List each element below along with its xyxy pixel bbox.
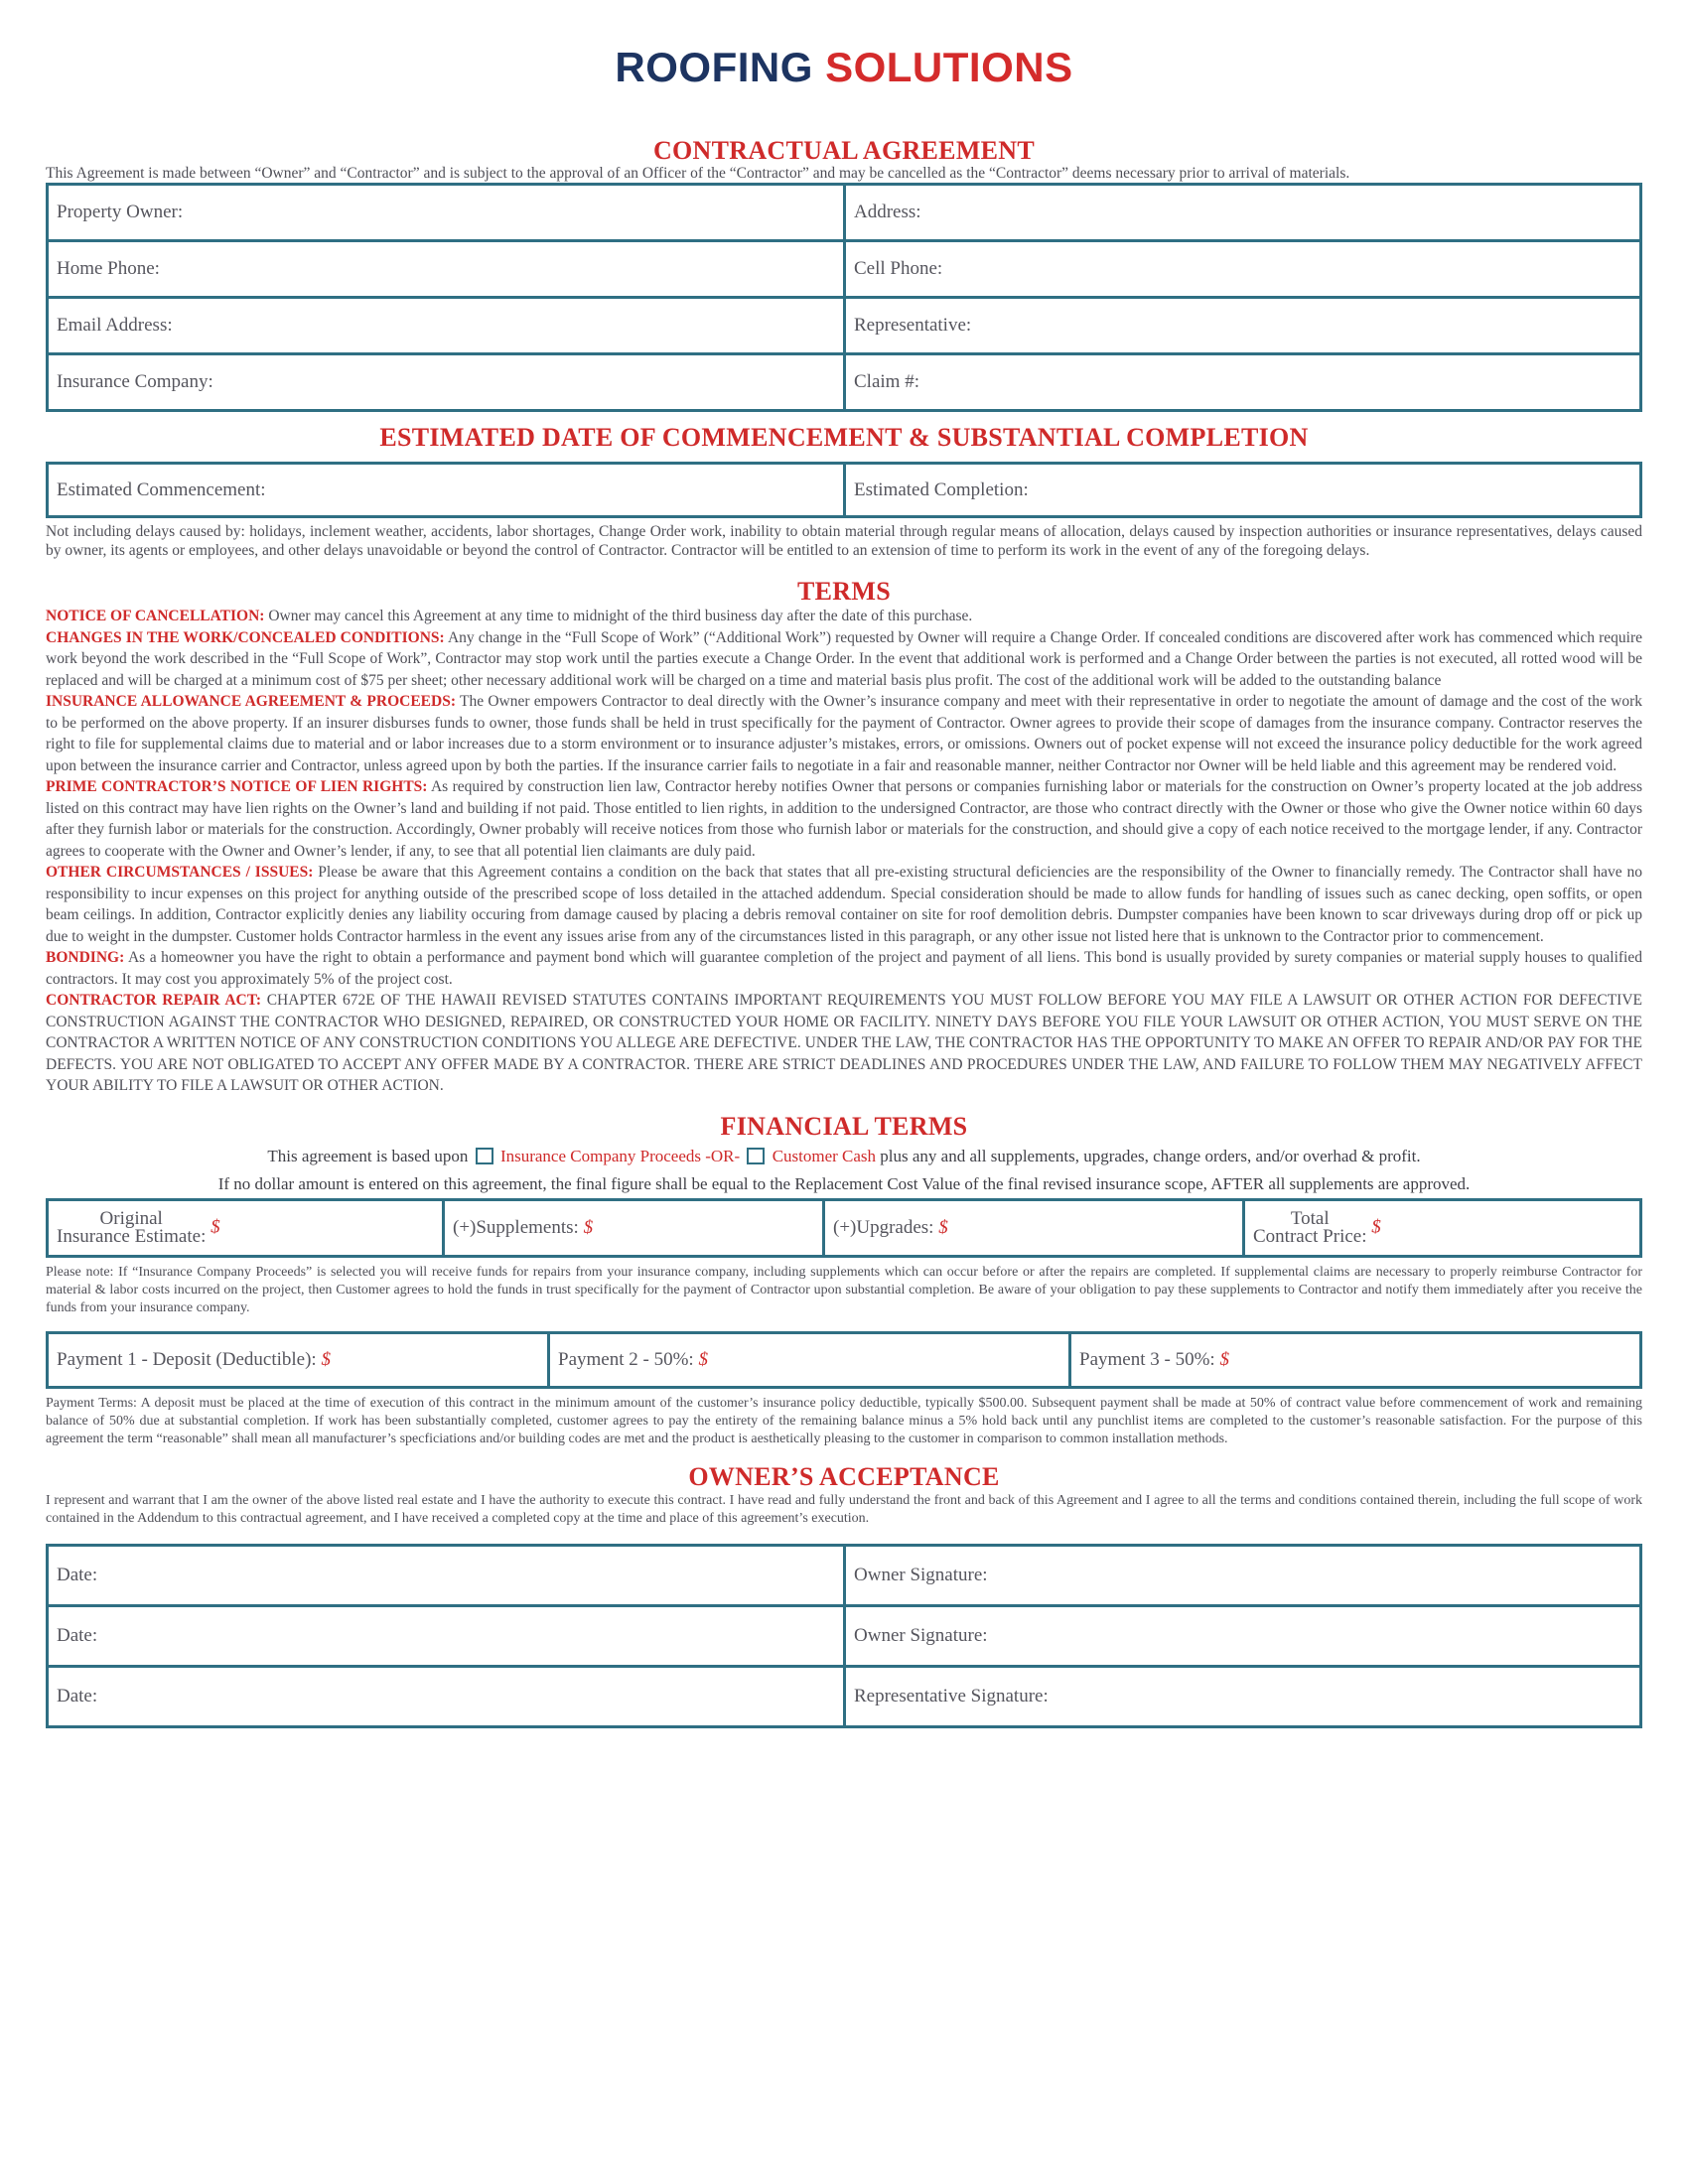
term-repair-act: [46, 990, 1642, 1097]
signature-table: [46, 1544, 1642, 1728]
estimated-commencement-field[interactable]: [48, 464, 845, 517]
email-label: Email Address:: [57, 315, 173, 336]
term-repair-act-label: CONTRACTOR REPAIR ACT:: [46, 992, 262, 1009]
owner-signature-field[interactable]: [845, 1605, 1641, 1666]
upgrades-field[interactable]: [824, 1199, 1244, 1256]
please-note: Please note: If “Insurance Company Proceeds” is selected you will receive funds for repairs from your insurance company, including supplements which can occur before or after the repairs are completed. If supplemental claims are necessary to properly reimburse Contractor for material & labor costs incurred on the project, then Customer agrees to hold the funds in trust specifically for the payment of Contractor upon substantial completion. Be aware of your obligation to pay these supplements to Contractor and notify them immediately after you receive the funds from your insurance company.: [46, 1264, 1642, 1315]
owner-signature-label: Owner Signature:: [854, 1624, 988, 1646]
contract-intro: This Agreement is made between “Owner” and “Contractor” and is subject to the approval of an Officer of the “Contractor” and may be cancelled as the “Contractor” deems necessary prior to arrival of materials.: [46, 165, 1350, 182]
payment-1-field[interactable]: [48, 1332, 549, 1387]
company-logo: [46, 44, 1642, 97]
claim-number-field[interactable]: [845, 354, 1641, 411]
total-label-line1: Total: [1290, 1207, 1330, 1229]
supplements-field[interactable]: [444, 1199, 824, 1256]
based-upon-tail: plus any and all supplements, upgrades, change orders, and/or overhad & profit.: [880, 1146, 1421, 1165]
term-lien-rights-label: PRIME CONTRACTOR’S NOTICE OF LIEN RIGHTS:: [46, 778, 428, 795]
payment-2-label: Payment 2 - 50%:: [558, 1348, 694, 1370]
currency-symbol: $: [938, 1216, 948, 1238]
date-label: Date:: [57, 1624, 98, 1646]
representative-signature-field[interactable]: [845, 1666, 1641, 1726]
term-lien-rights-text: As required by construction lien law, Contractor hereby notifies Owner that persons or companies furnishing labor or materials for the construction on Owner’s property located at the job address listed on this contract may have lien rights on the Owner’s land and building if not paid. Those entitled to lien rights, in addition to the undersigned Contractor, are those who contract directly with the Owner or those who give the Owner notice within 60 days after they furnish labor or materials for the construction. Accordingly, Owner probably will receive notices from those who furnish labor or materials for the construction, and should give a copy of each notice received to the mortgage lender, if any. Contractor agrees to cooperate with the Owner and Owner’s lender, if any, to see that all potential lien claimants are duly paid.: [46, 778, 1642, 860]
term-insurance-text: The Owner empowers Contractor to deal directly with the Owner’s insurance company and meet with their representative in order to negotiate the amount of damage and the cost of the work to be performed on the above property. If an insurer disburses funds to owner, those funds shall be held in trust specifically for the payment of Contractor. Owner agrees to provide their scope of damages from the insurance company. Contractor reserves the right to file for supplemental claims due to material and or labor increases due to a storm environment or to insurance adjuster’s mistakes, errors, or omissions. Owners out of pocket expense will not exceed the insurance policy deductible for the work agreed upon between the insurance carrier and Contractor, unless agreed upon by both the parties. If the insurance carrier fails to negotiate in a fair and reasonable manner, neither Contractor nor Owner will be held liable and this agreement may be rendered void.: [46, 693, 1642, 774]
table-row: [48, 464, 1641, 517]
term-bonding: [46, 947, 1642, 990]
address-label: Address:: [854, 202, 921, 222]
term-lien-rights: [46, 776, 1642, 862]
term-changes-label: CHANGES IN THE WORK/CONCEALED CONDITIONS:: [46, 628, 445, 646]
date-field[interactable]: [48, 1666, 845, 1726]
payment-1-label: Payment 1 - Deposit (Deductible):: [57, 1348, 317, 1370]
supplements-label: (+)Supplements:: [453, 1216, 579, 1238]
term-bonding-text: As a homeowner you have the right to obtain a performance and payment bond which will guarantee completion of the project and payment of all liens. This bond is usually provided by surety companies or material supply houses to qualified contractors. It may cost you approximately 5% of the project cost.: [46, 949, 1642, 988]
based-upon-text: This agreement is based upon: [267, 1146, 469, 1165]
payment-terms-note: Payment Terms: A deposit must be placed at the time of execution of this contract in the minimum amount of the customer’s insurance policy deductible, typically $500.00. Subsequent payment shall be made at 50% of contract value before commencement of work and remaining balance of 50% due at substantial completion. If work has been substantially completed, customer agrees to pay the entirety of the remaining balance minus a 5% hold back until any punchlist items are completed to the customer’s reasonable satisfaction. For the purpose of this agreement the term “reasonable” shall mean all manufacturer’s specficiations and/or building codes are met and the product is aesthetically pleasing to the customer in comparison to common installation methods.: [46, 1395, 1642, 1446]
term-repair-act-text: CHAPTER 672E OF THE HAWAII REVISED STATUTES CONTAINS IMPORTANT REQUIREMENTS YOU MUST FOLLOW BEFORE YOU MAY FILE A LAWSUIT OR OTHER ACTION FOR DEFECTIVE CONSTRUCTION AGAINST THE CONTRACTOR WHO DESIGNED, REPAIRED, OR CONSTRUCTED YOUR HOME OR FACILITY. NINETY DAYS BEFORE YOU FILE YOUR LAWSUIT OR OTHER ACTION, YOU MUST SERVE ON THE CONTRACTOR A WRITTEN NOTICE OF ANY CONSTRUCTION CONDITIONS YOU ALLEGE ARE DEFECTIVE. UNDER THE LAW, THE CONTRACTOR HAS THE OPPORTUNITY TO MAKE AN OFFER TO REPAIR AND/OR PAY FOR THE DEFECTS. YOU ARE NOT OBLIGATED TO ACCEPT ANY OFFER MADE BY A CONTRACTOR. THERE ARE STRICT DEADLINES AND PROCEDURES UNDER THE LAW, AND FAILURE TO FOLLOW THEM MAY NEGATIVELY AFFECT YOUR ABILITY TO FILE A LAWSUIT OR OTHER ACTION.: [46, 992, 1642, 1094]
term-other-circumstances: [46, 862, 1642, 947]
property-owner-label: Property Owner:: [57, 202, 184, 222]
no-dollar-note: If no dollar amount is entered on this agreement, the final figure shall be equal to the Replacement Cost Value of the final revised insurance scope, AFTER all supplements are approved.: [217, 1173, 1471, 1193]
term-bonding-label: BONDING:: [46, 949, 125, 966]
insurance-proceeds-checkbox[interactable]: [476, 1148, 493, 1164]
table-row: [48, 1545, 1641, 1605]
date-field[interactable]: [48, 1605, 845, 1666]
original-label-line2: Insurance Estimate:: [57, 1225, 207, 1247]
term-cancellation-text: Owner may cancel this Agreement at any time to midnight of the third business day after the date of this purchase.: [268, 608, 973, 624]
total-contract-price-field[interactable]: [1244, 1199, 1641, 1256]
insurance-company-field[interactable]: [48, 354, 845, 411]
currency-symbol: $: [1219, 1348, 1229, 1370]
terms-section: [46, 606, 1642, 1097]
table-row: [48, 354, 1641, 411]
estimated-completion-label: Estimated Completion:: [854, 478, 1029, 500]
table-row: [48, 1605, 1641, 1666]
address-field[interactable]: [845, 185, 1641, 241]
payment-3-field[interactable]: [1070, 1332, 1641, 1387]
upgrades-label: (+)Upgrades:: [833, 1216, 934, 1238]
original-estimate-field[interactable]: [48, 1199, 444, 1256]
contract-page: [46, 40, 1642, 1728]
customer-cash-option: Customer Cash: [772, 1146, 877, 1165]
term-other-label: OTHER CIRCUMSTANCES / ISSUES:: [46, 864, 314, 881]
property-owner-field[interactable]: [48, 185, 845, 241]
estimated-commencement-label: Estimated Commencement:: [57, 478, 266, 500]
logo-word-roofing: ROOFING: [615, 44, 813, 90]
payment-table: [46, 1331, 1642, 1389]
table-row: [48, 1666, 1641, 1726]
table-row: [48, 241, 1641, 298]
customer-info-table: [46, 183, 1642, 412]
date-field[interactable]: [48, 1545, 845, 1605]
term-changes: [46, 627, 1642, 692]
funding-source-line: [46, 1143, 1642, 1170]
cell-phone-field[interactable]: [845, 241, 1641, 298]
payment-3-label: Payment 3 - 50%:: [1079, 1348, 1215, 1370]
table-row: [48, 298, 1641, 354]
representative-signature-label: Representative Signature:: [854, 1685, 1049, 1706]
date-label: Date:: [57, 1564, 98, 1585]
representative-label: Representative:: [854, 315, 972, 336]
term-changes-text: Any change in the “Full Scope of Work” (“Additional Work”) requested by Owner will require a Change Order. If concealed conditions are discovered after work has commenced which require work beyond the work described in the “Full Scope of Work”, Contractor may stop work until the parties execute a Change Order. In the event that additional work is performed and a Change Order between the parties is not executed, all rotted wood will be replaced and will be charged at a minimum cost of $75 per sheet; other necessary additional work will be charged on a time and material basis plus profit. The cost of the additional work will be added to the outstanding balance: [46, 628, 1643, 689]
currency-symbol: $: [211, 1215, 220, 1237]
currency-symbol: $: [583, 1216, 594, 1238]
terms-title: TERMS: [797, 577, 891, 606]
financial-table: [46, 1198, 1642, 1258]
representative-field[interactable]: [845, 298, 1641, 354]
estimated-completion-field[interactable]: [845, 464, 1641, 517]
logo-word-solutions: SOLUTIONS: [825, 44, 1073, 90]
cell-phone-label: Cell Phone:: [854, 258, 943, 279]
owner-signature-label: Owner Signature:: [854, 1564, 988, 1585]
date-label: Date:: [57, 1685, 98, 1706]
table-row: [48, 185, 1641, 241]
claim-number-label: Claim #:: [854, 371, 919, 392]
delays-note: Not including delays caused by: holidays, inclement weather, accidents, labor shortages, Change Order work, inability to obtain material through regular means of allocation, delays caused by inspection authorities or insurance representatives, delays caused by owner, its agents or employees, and other delays unavoidable or beyond the control of Contractor. Contractor will be entitled to an extension of time to perform its work in the event of any of the foregoing delays.: [46, 523, 1642, 559]
term-insurance-label: INSURANCE ALLOWANCE AGREEMENT & PROCEEDS:: [46, 693, 456, 710]
acceptance-text: I represent and warrant that I am the owner of the above listed real estate and I have the authority to execute this contract. I have read and fully understand the front and back of this Agreement and I agree to all the terms and conditions contained therein, including the full scope of work contained in the Addendum to this contractual agreement, and I have received a completed copy at the time and place of this agreement’s execution.: [46, 1492, 1642, 1526]
insurance-company-label: Insurance Company:: [57, 371, 213, 392]
total-label-line2: Contract Price:: [1253, 1225, 1367, 1247]
currency-symbol: $: [698, 1348, 708, 1370]
term-other-text: Please be aware that this Agreement contains a condition on the back that states that all pre-existing structural deficiencies are the responsibility of the Owner to financially remedy. The Contractor shall have no responsibility to incur expenses on this project for anything outside of the prescribed scope of loss detailed in the attached addendum. Special consideration should be made to allow funds for handling of issues such as canec decking, open soffits, or open beam ceilings. In addition, Contractor explicitly denies any liability occuring from damage caused by placing a debris removal container on site for roof demolition debris. Dumpster companies have been known to scar driveways during drop off or pick up due to weight in the dumpster. Customer holds Contractor harmless in the event any issues arise from any of the circumstances listed in this paragraph, or any other issue not listed here that is unknown to the Contractor prior to commencement.: [46, 864, 1642, 945]
acceptance-title: OWNER’S ACCEPTANCE: [688, 1461, 1000, 1491]
currency-symbol: $: [1371, 1215, 1381, 1237]
term-cancellation: [46, 606, 1642, 627]
table-row: [48, 1332, 1641, 1387]
estimate-table: [46, 462, 1642, 518]
original-estimate-label: [57, 1207, 207, 1247]
home-phone-field[interactable]: [48, 241, 845, 298]
customer-cash-checkbox[interactable]: [747, 1148, 765, 1164]
currency-symbol: $: [321, 1348, 331, 1370]
insurance-proceeds-option: Insurance Company Proceeds -OR-: [499, 1146, 741, 1165]
payment-2-field[interactable]: [549, 1332, 1070, 1387]
estimate-title: ESTIMATED DATE OF COMMENCEMENT & SUBSTANTIAL COMPLETION: [379, 423, 1309, 452]
email-field[interactable]: [48, 298, 845, 354]
home-phone-label: Home Phone:: [57, 258, 160, 279]
term-cancellation-label: NOTICE OF CANCELLATION:: [46, 608, 265, 624]
original-label-line1: Original: [99, 1207, 163, 1229]
term-insurance: [46, 691, 1642, 776]
table-row: [48, 1199, 1641, 1256]
total-contract-price-label: [1253, 1207, 1367, 1247]
owner-signature-field[interactable]: [845, 1545, 1641, 1605]
financial-title: FINANCIAL TERMS: [720, 1111, 968, 1141]
contract-title: CONTRACTUAL AGREEMENT: [652, 136, 1036, 165]
